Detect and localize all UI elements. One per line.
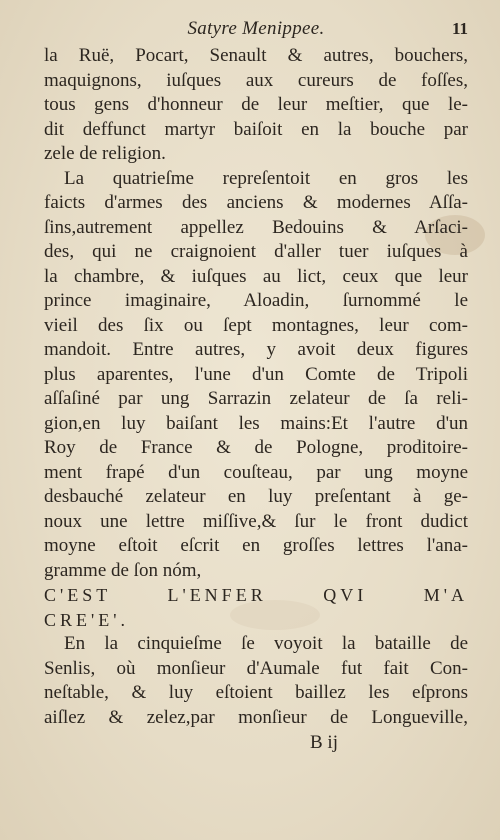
text-line: ment frapé d'un couſteau, par ung moyne <box>44 461 468 483</box>
text-line: noux une lettre miſſive,& ſur le front dudict <box>44 510 468 532</box>
text-line: la Ruë, Pocart, Senault & autres, bouchers, <box>44 45 468 66</box>
text-line: En la cinquieſme ſe voyoit la bataille de <box>64 633 468 654</box>
text-line: La quatrieſme repreſentoit en gros les <box>64 167 468 189</box>
text-line: maquignons, iuſques aux cureurs de foſſes, <box>44 69 468 91</box>
text-line: neſtable, & luy eſtoient baillez les eſprons <box>44 682 468 703</box>
text-line: desbauché zelateur en luy preſentant à ge- <box>44 486 468 507</box>
text-line: aiſlez & zelez,par monſieur de Longueville, <box>44 706 468 728</box>
anagram-line: CRE'E'. <box>44 609 129 630</box>
text-line: zele de religion. <box>44 143 166 164</box>
text-line: moyne eſtoit eſcrit en groſſes lettres l'ana- <box>44 535 468 556</box>
anagram-line: C'EST L'ENFER QVI M'A <box>44 585 468 605</box>
page-number: 11 <box>451 19 468 38</box>
text-line: gion,en luy baiſant les mains:Et l'autre d'un <box>44 412 468 434</box>
text-line: prince imaginaire, Aloadin, ſurnommé le <box>44 290 468 311</box>
text-line: Roy de France & de Pologne, proditoire- <box>44 437 468 458</box>
text-line: faicts d'armes des anciens & modernes Aſſa- <box>44 192 468 213</box>
text-line: des, qui ne craignoient d'aller tuer iuſques à <box>44 241 468 262</box>
signature-mark <box>44 730 468 756</box>
text-line: Senlis, où monſieur d'Aumale fut fait Con- <box>44 657 468 679</box>
text-block <box>44 14 468 756</box>
running-head-title: Satyre Menippee. <box>187 18 325 39</box>
text-line: mandoit. Entre autres, y avoit deux figures <box>44 339 468 360</box>
text-line: ſins,autrement appellez Bedouins & Arſaci- <box>44 216 468 238</box>
text-line: dit deffunct martyr baiſoit en la bouche par <box>44 118 468 140</box>
text-line: gramme de ſon nóm, <box>44 559 202 581</box>
running-head <box>44 14 468 44</box>
text-line: tous gens d'honneur de leur meſtier, que le- <box>44 94 468 115</box>
text-line: plus aparentes, l'une d'un Comte de Tripoli <box>44 363 468 385</box>
signature-mark-text: B ij <box>310 732 338 753</box>
text-line: la chambre, & iuſques au lict, ceux que leur <box>44 265 468 287</box>
text-line: vieil des ſix ou ſept montagnes, leur com- <box>44 314 468 336</box>
text-line: aſſaſiné par ung Sarrazin zelateur de ſa reli- <box>44 388 468 409</box>
